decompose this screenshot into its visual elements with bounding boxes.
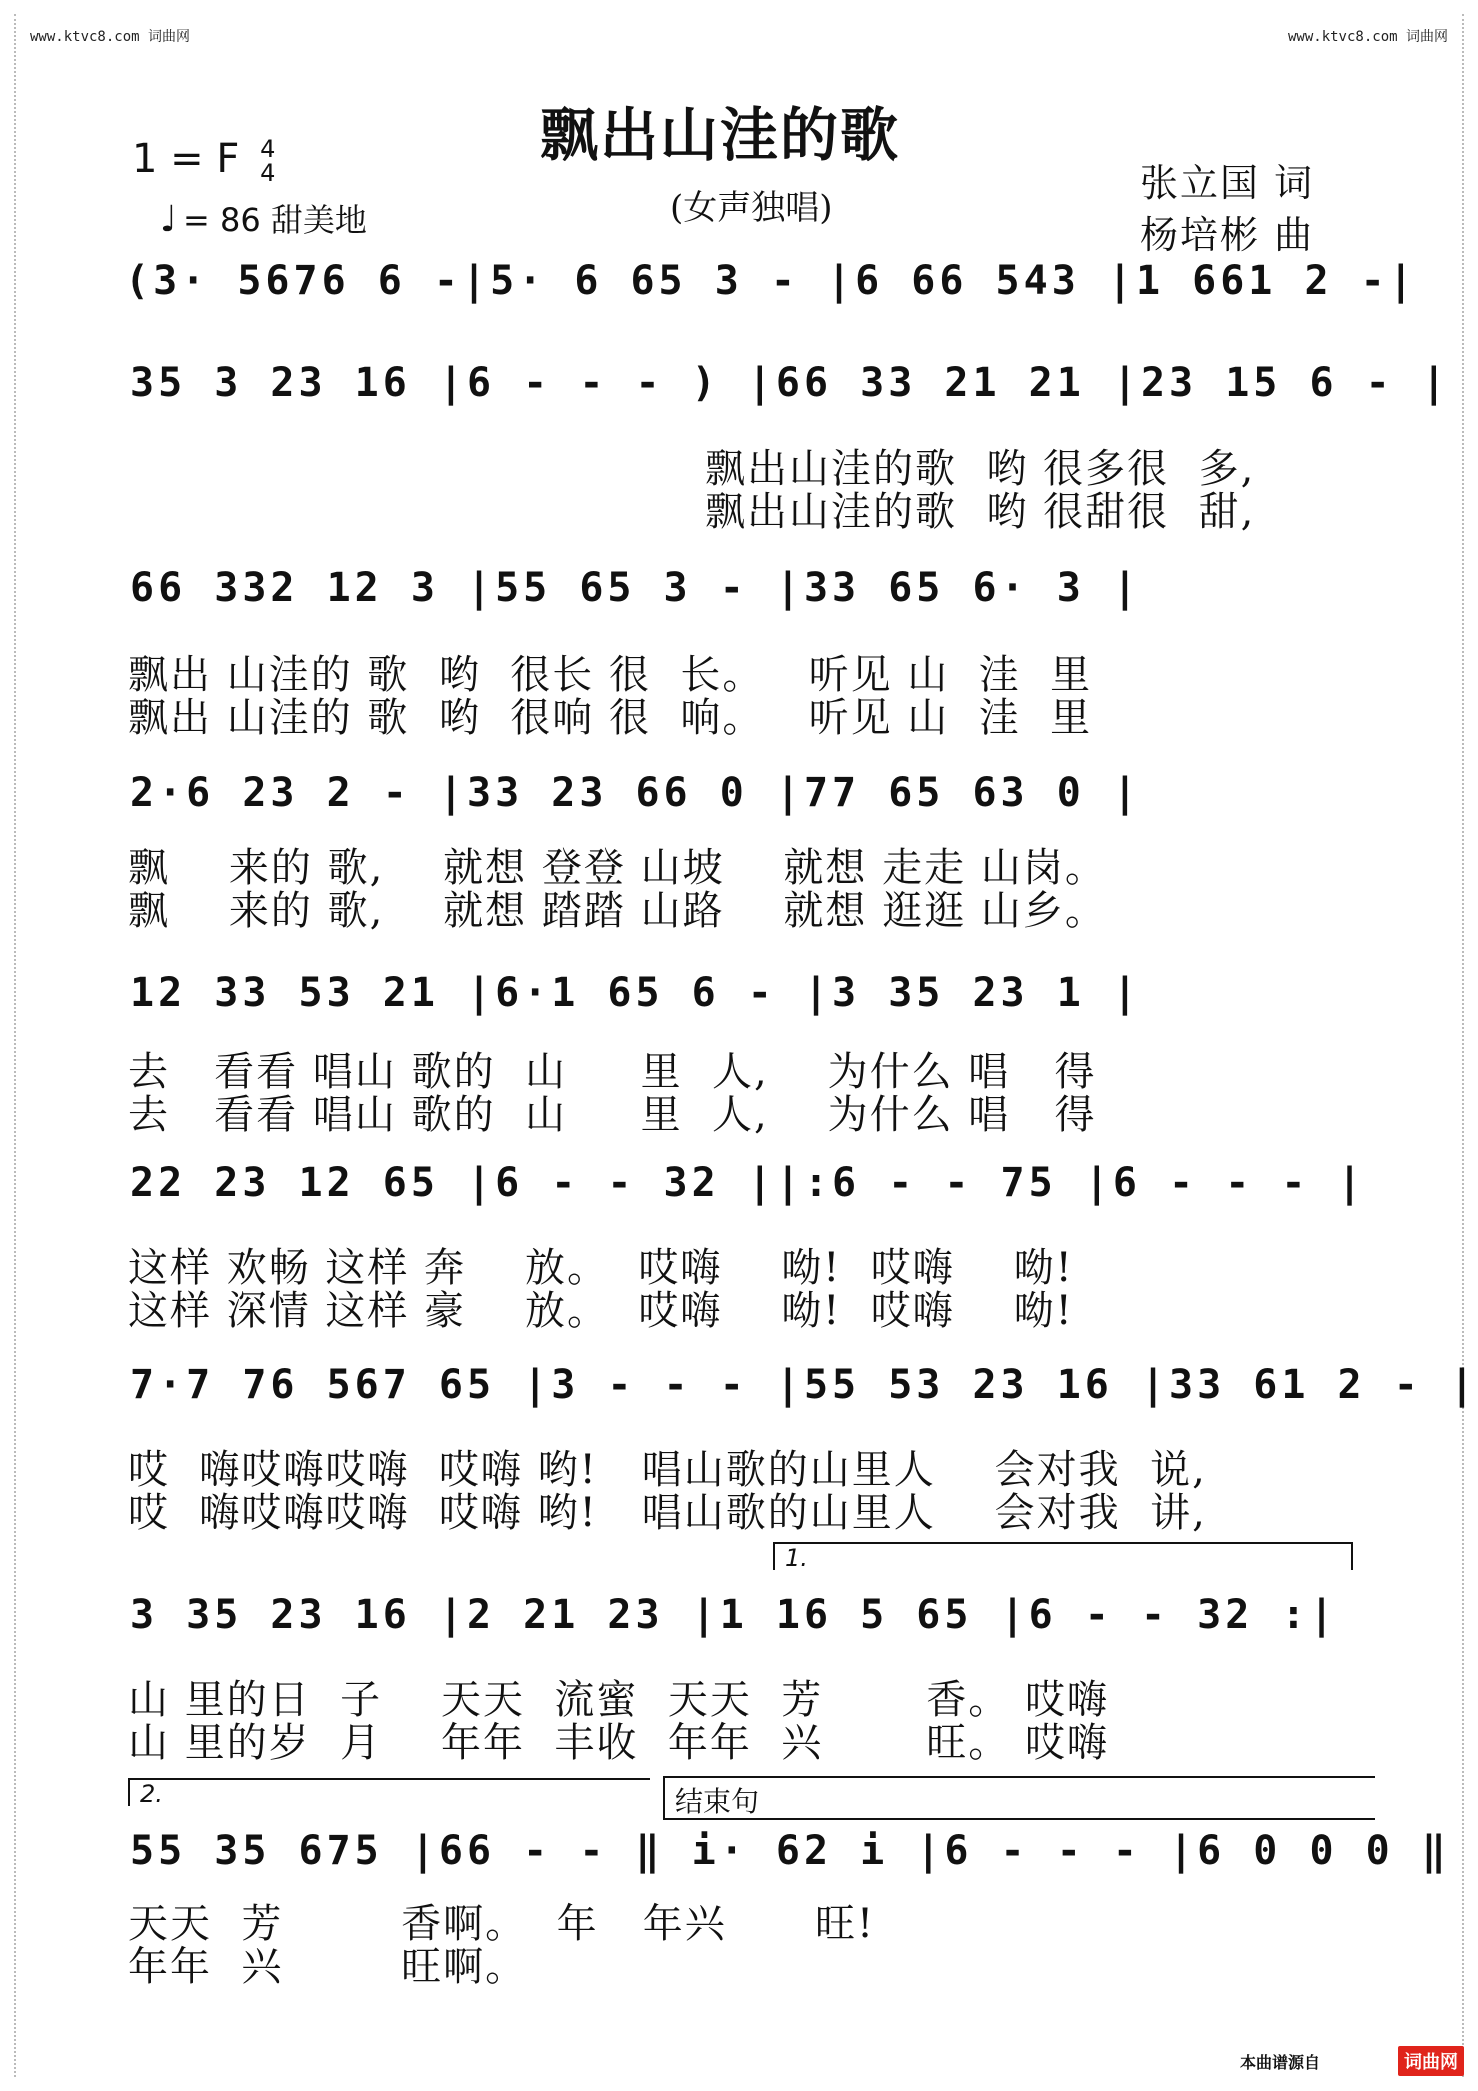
score-row-1: (3· 5676 6 -|5· 6 65 3 - |6 66 543 |1 661 2 -|: [125, 258, 1417, 304]
lyrics-row-6-verse-2: 这样 深情 这样 豪 放。 哎嗨 呦! 哎嗨 呦!: [128, 1288, 1074, 1334]
lyrics-row-9-verse-1: 天天 芳 香啊。 年 年兴 旺!: [128, 1901, 876, 1947]
lyrics-row-2-verse-2: 飘出山洼的歌 哟 很甜很 甜,: [705, 489, 1256, 535]
score-row-2: 35 3 23 16 |6 - - - ) |66 33 21 21 |23 15 6 - |: [130, 360, 1450, 406]
lyrics-row-2-verse-1: 飘出山洼的歌 哟 很多很 多,: [705, 446, 1256, 492]
lyrics-row-6-verse-1: 这样 欢畅 这样 奔 放。 哎嗨 呦! 哎嗨 呦!: [128, 1245, 1074, 1291]
composer-credit: 杨培彬 曲: [1140, 213, 1315, 257]
score-row-3: 66 332 12 3 |55 65 3 - |33 65 6· 3 |: [130, 565, 1141, 611]
side-watermark-left: [0, 30, 14, 2061]
score-row-5: 12 33 53 21 |6·1 65 6 - |3 35 23 1 |: [130, 970, 1141, 1016]
lyrics-row-5-verse-2: 去 看看 唱山 歌的 山 里 人, 为什么 唱 得: [128, 1092, 1097, 1138]
lyricist-credit: 张立国 词: [1140, 161, 1315, 205]
score-row-8: 3 35 23 16 |2 21 23 |1 16 5 65 |6 - - 32 :|: [130, 1592, 1338, 1638]
lyrics-row-8-verse-2: 山 里的岁 月 年年 丰收 年年 兴 旺。 哎嗨: [128, 1720, 1110, 1766]
key-signature: [132, 136, 275, 185]
site-logo[interactable]: 词曲网: [1398, 2046, 1464, 2076]
lyrics-row-9-verse-2: 年年 兴 旺啊。: [128, 1944, 528, 1990]
lyrics-row-5-verse-1: 去 看看 唱山 歌的 山 里 人, 为什么 唱 得: [128, 1049, 1097, 1095]
tempo-marking: ♩ = 86 甜美地: [160, 199, 367, 240]
song-subtitle: (女声独唱): [670, 188, 833, 228]
ending-phrase-label: 结束句: [663, 1776, 1375, 1820]
lyrics-row-7-verse-2: 哎 嗨哎嗨哎嗨 哎嗨 哟! 唱山歌的山里人 会对我 讲,: [128, 1490, 1207, 1536]
site-header-right[interactable]: www.ktvc8.com 词曲网: [1287, 29, 1448, 45]
song-title: 飘出山洼的歌: [540, 101, 901, 169]
lyrics-row-4-verse-2: 飘 来的 歌, 就想 踏踏 山路 就想 逛逛 山乡。: [128, 888, 1107, 934]
side-watermark-right: [1464, 30, 1478, 2061]
lyrics-row-3-verse-2: 飘出 山洼的 歌 哟 很响 很 响。 听见 山 洼 里: [128, 695, 1093, 741]
time-signature: 4 4: [260, 135, 276, 187]
first-ending-bracket: 1.: [773, 1542, 1353, 1570]
lyrics-row-8-verse-1: 山 里的日 子 天天 流蜜 天天 芳 香。 哎嗨: [128, 1677, 1110, 1723]
quarter-note-icon: ♩: [160, 199, 177, 240]
score-row-9: 55 35 675 |66 - - ‖ i· 62 i |6 - - - |6 0 0 0 ‖: [130, 1828, 1450, 1874]
lyrics-row-7-verse-1: 哎 嗨哎嗨哎嗨 哎嗨 哟! 唱山歌的山里人 会对我 说,: [128, 1447, 1207, 1493]
score-row-4: 2·6 23 2 - |33 23 66 0 |77 65 63 0 |: [130, 770, 1141, 816]
score-row-6: 22 23 12 65 |6 - - 32 ||:6 - - 75 |6 - - - |: [130, 1160, 1366, 1206]
lyrics-row-3-verse-1: 飘出 山洼的 歌 哟 很长 很 长。 听见 山 洼 里: [128, 652, 1093, 698]
second-ending-bracket: 2.: [128, 1778, 650, 1806]
score-row-7: 7·7 76 567 65 |3 - - - |55 53 23 16 |33 61 2 - |: [130, 1362, 1478, 1408]
source-credit: 本曲谱源自: [1240, 2053, 1321, 2072]
key-label: 1 = F: [132, 136, 240, 182]
site-header-left[interactable]: www.ktvc8.com 词曲网: [30, 29, 191, 45]
lyrics-row-4-verse-1: 飘 来的 歌, 就想 登登 山坡 就想 走走 山岗。: [128, 845, 1107, 891]
